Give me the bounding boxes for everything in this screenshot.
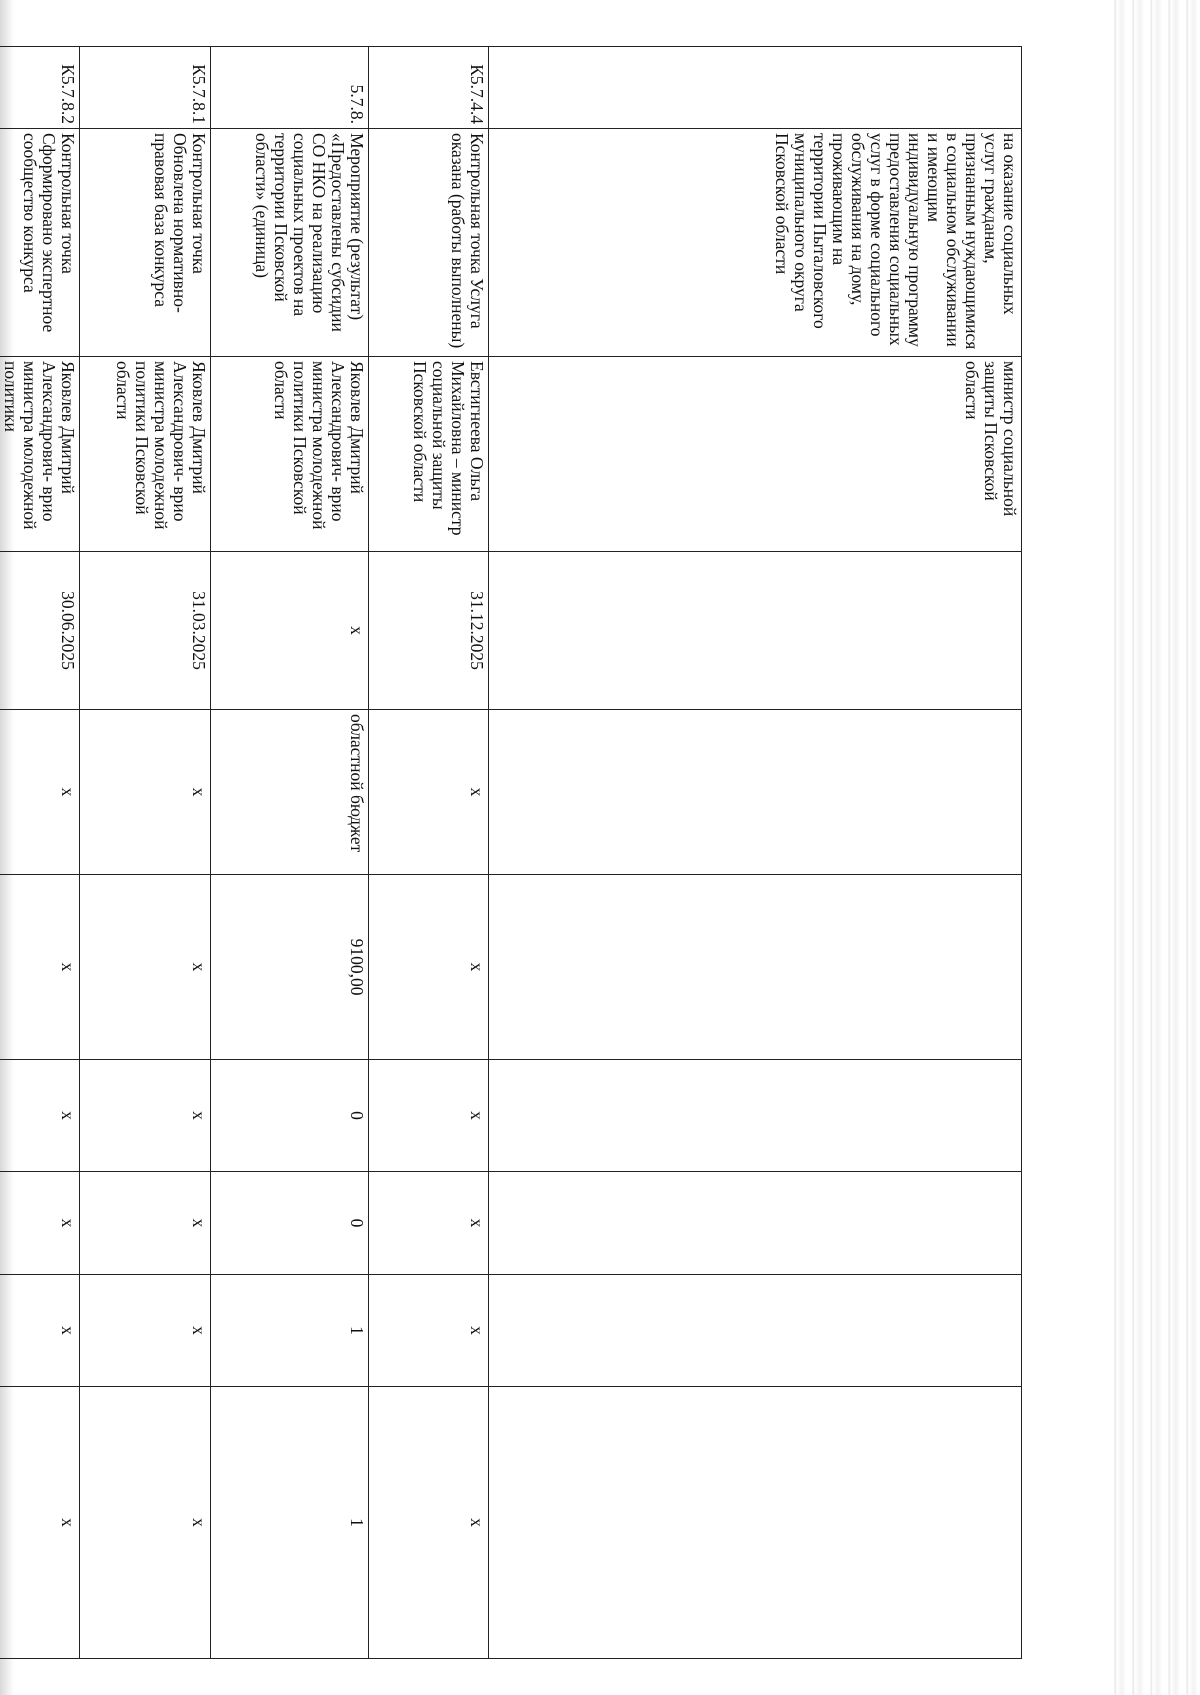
table-row [211, 47, 369, 1659]
row-responsible: Яковлев Дмитрий Александрович- врио министра молодежной политики Псковской области [80, 357, 211, 552]
row-number: К5.7.8.1 [80, 47, 211, 129]
row-value-8: x [80, 1172, 211, 1275]
row-date: x [211, 552, 369, 710]
row-value-7: x [80, 1060, 211, 1172]
row-value-10: 1 [211, 1387, 369, 1659]
row-value-10: x [80, 1387, 211, 1659]
row-value-8 [489, 1172, 1022, 1275]
row-date: 31.12.2025 [369, 552, 489, 710]
row-amount [489, 875, 1022, 1060]
plan-table [0, 46, 1022, 1659]
row-value-8: x [0, 1172, 80, 1275]
row-value-9: x [0, 1275, 80, 1387]
row-responsible: Евстигнеева Ольга Михайловна – министр социальной защиты Псковской области [369, 357, 489, 552]
table-row [80, 47, 211, 1659]
row-name: Контрольная точка Услуга оказана (работы выполнены) [369, 129, 489, 357]
row-amount: x [80, 875, 211, 1060]
row-date: 30.06.2025 [0, 552, 80, 710]
row-responsible: Яковлев Дмитрий Александрович- врио министра молодежной политики Псковской области [211, 357, 369, 552]
row-value-9: x [80, 1275, 211, 1387]
table-row [369, 47, 489, 1659]
row-value-8: 0 [211, 1172, 369, 1275]
table-row [489, 47, 1022, 1659]
rotated-document-page [1, 46, 1022, 1658]
row-value-7: x [369, 1060, 489, 1172]
row-date [489, 552, 1022, 710]
row-value-9: x [369, 1275, 489, 1387]
row-amount: x [0, 875, 80, 1060]
table-row [0, 47, 80, 1659]
row-amount: x [369, 875, 489, 1060]
row-amount: 9100,00 [211, 875, 369, 1060]
row-name: на оказание социальных услуг гражданам, признанным нуждающимися в социальном обслуживании и имеющим индивидуальную программу предоставления социальных услуг в форме социального обслуживания на дому, проживающим на территории Пыталовского муниципального округа Псковской области [489, 129, 1022, 357]
row-name: Контрольная точка Обновлена нормативно-правовая база конкурса [80, 129, 211, 357]
scan-artifact-right [1108, 0, 1200, 1695]
row-value-8: x [369, 1172, 489, 1275]
row-number: К5.7.4.4 [369, 47, 489, 129]
row-value-10 [489, 1387, 1022, 1659]
row-value-9 [489, 1275, 1022, 1387]
row-value-7: x [0, 1060, 80, 1172]
row-source [489, 710, 1022, 875]
row-source: x [80, 710, 211, 875]
row-value-7: 0 [211, 1060, 369, 1172]
row-number: 5.7.8. [211, 47, 369, 129]
row-name: Мероприятие (результат) «Предоставлены субсидии СО НКО на реализацию социальных проектов на территории Псковской области» (единица) [211, 129, 369, 357]
row-responsible: Яковлев Дмитрий Александрович- врио министра молодежной политики [0, 357, 80, 552]
row-responsible: министр социальной защиты Псковской области [489, 357, 1022, 552]
row-name: Контрольная точка Сформировано экспертное сообщество конкурса [0, 129, 80, 357]
row-number [489, 47, 1022, 129]
row-value-9: 1 [211, 1275, 369, 1387]
row-value-7 [489, 1060, 1022, 1172]
row-date: 31.03.2025 [80, 552, 211, 710]
row-value-10: x [0, 1387, 80, 1659]
row-source: x [369, 710, 489, 875]
row-number: К5.7.8.2 [0, 47, 80, 129]
row-source: областной бюджет [211, 710, 369, 875]
row-value-10: x [369, 1387, 489, 1659]
row-source: x [0, 710, 80, 875]
